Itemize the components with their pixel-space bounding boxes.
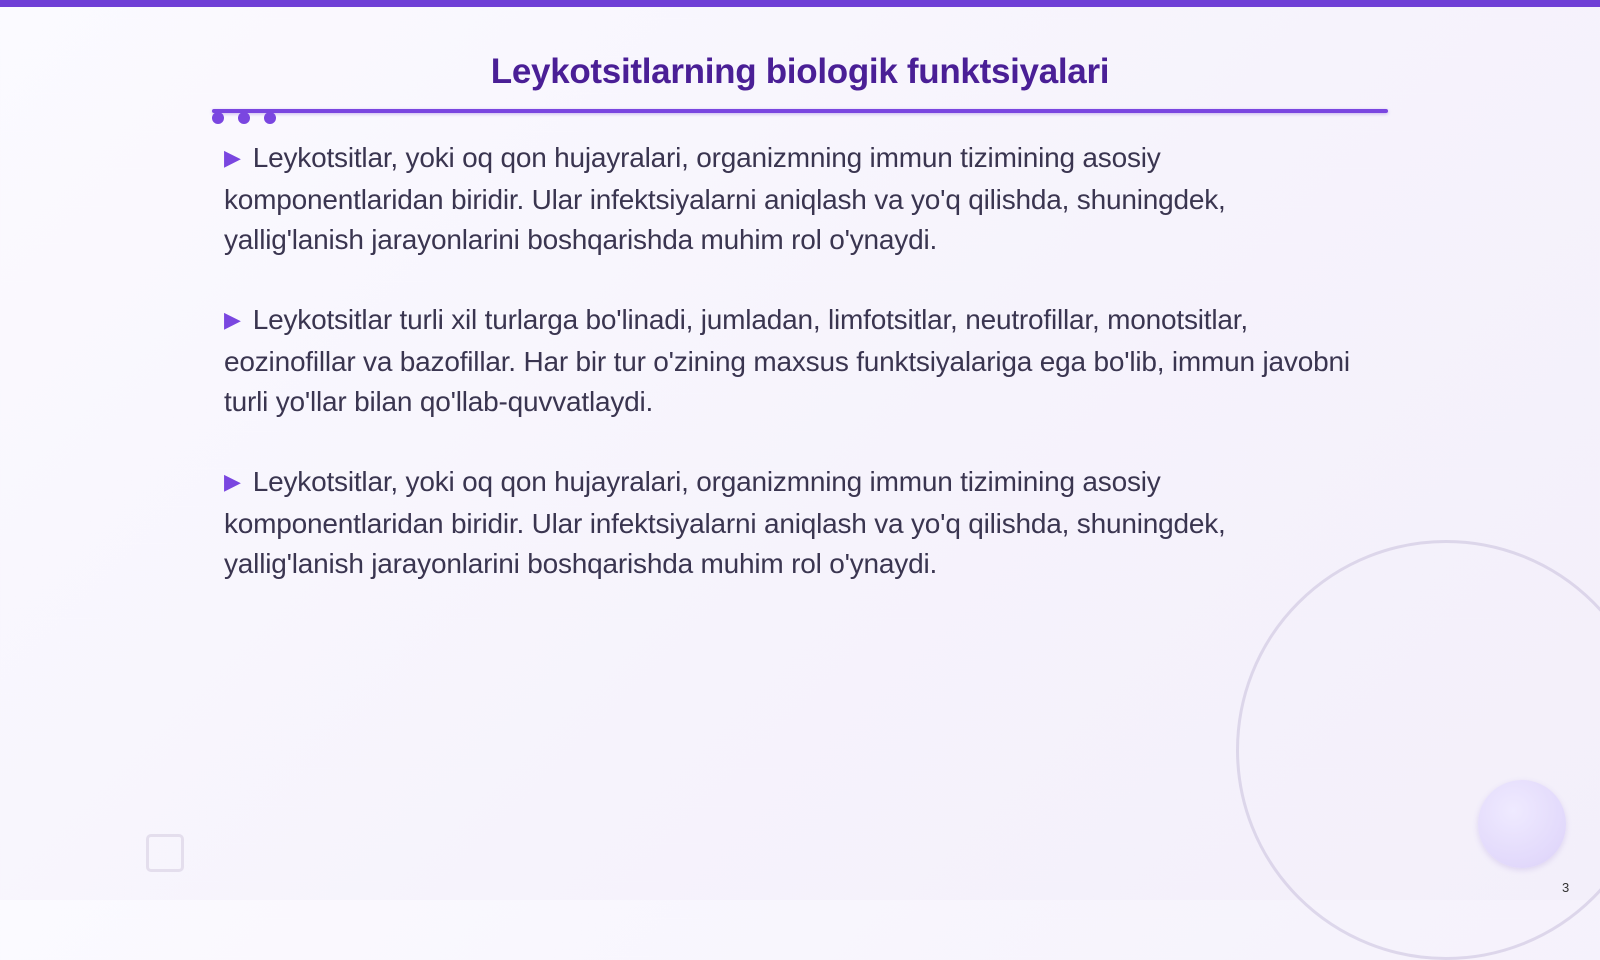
bullet-paragraph-3 (224, 462, 1364, 584)
paragraph-text: Leykotsitlar turli xil turlarga bo'linadi, jumladan, limfotsitlar, neutrofillar, monotsitlar, eozinofillar va bazofillar. Har bir tur o'zining maxsus funktsiyalariga ega bo'lib, immun javobni turli yo'llar bilan qo'llab-quvvatlaydi. (224, 304, 1350, 417)
decorative-square (146, 834, 184, 872)
triangle-right-icon: ▶ (224, 469, 241, 494)
decorative-circle (1478, 780, 1566, 868)
triangle-right-icon: ▶ (224, 145, 241, 170)
slide-body (224, 138, 1364, 624)
top-accent-bar (0, 0, 1600, 7)
bullet-paragraph-1 (224, 138, 1364, 260)
decorative-dot (212, 112, 224, 124)
page-number: 3 (1562, 880, 1570, 895)
decorative-dot (238, 112, 250, 124)
title-underline-dots (212, 112, 276, 124)
title-underline (212, 109, 1388, 113)
triangle-right-icon: ▶ (224, 307, 241, 332)
slide-title: Leykotsitlarning biologik funktsiyalari (490, 52, 1110, 91)
paragraph-text: Leykotsitlar, yoki oq qon hujayralari, organizmning immun tizimining asosiy komponentlaridan biridir. Ular infektsiyalarni aniqlash va yo'q qilishda, shuningdek, yallig'lanish jarayonlarini boshqarishda muhim rol o'ynaydi. (224, 142, 1226, 255)
decorative-dot (264, 112, 276, 124)
paragraph-text: Leykotsitlar, yoki oq qon hujayralari, organizmning immun tizimining asosiy komponentlaridan biridir. Ular infektsiyalarni aniqlash va yo'q qilishda, shuningdek, yallig'lanish jarayonlarini boshqarishda muhim rol o'ynaydi. (224, 466, 1226, 579)
bullet-paragraph-2 (224, 300, 1364, 422)
